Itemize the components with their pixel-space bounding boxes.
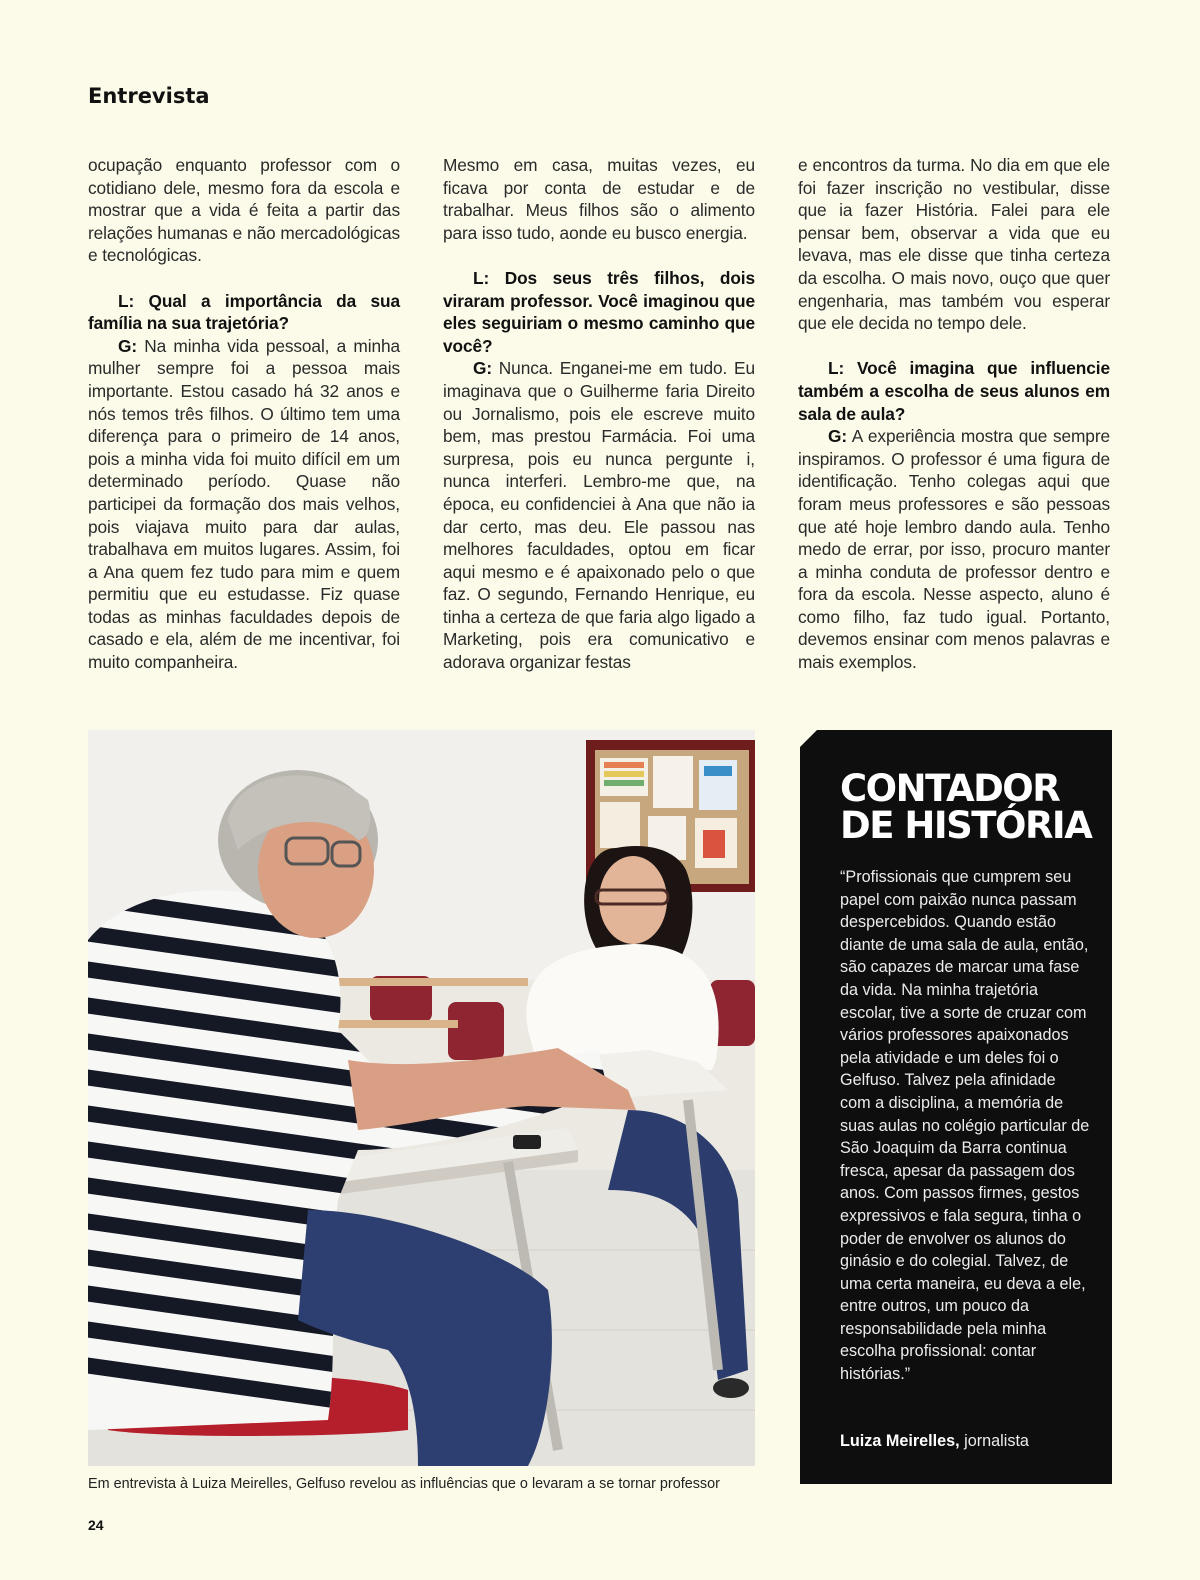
sidebar-title-line: CONTADOR	[840, 767, 1060, 810]
interview-question: L: Dos seus três filhos, dois viraram professor. Você imaginou que eles seguiriam o mesmo caminho que você?	[443, 267, 755, 356]
interview-question: L: Qual a importância da sua família na sua trajetória?	[88, 290, 400, 334]
article-column-2	[443, 154, 755, 674]
sidebar-quote: “Profissionais que cumprem seu papel com paixão nunca passam despercebidos. Quando estão diante de uma sala de aula, então, são capazes de marcar uma fase da vida. Na minha trajetória escolar, tive a sorte de cruzar com vários professores apaixonados pela atividade e um deles foi o Gelfuso. Talvez pela afinidade com a disciplina, a memória de suas aulas no colégio particular de São Joaquim da Barra continua fresca, apesar da passagem dos anos. Com passos firmes, gestos expressivos e fala segura, tinha o poder de envolver os alunos do ginásio e do colegial. Talvez, de uma certa maneira, eu deva a ele, entre outros, um pouco da responsabilidade pela minha escolha profissional: contar histórias.”	[840, 868, 1090, 1384]
answer-text: Nunca. Enganei-me em tudo. Eu imaginava que o Guilherme faria Direito ou Jornalismo, pois ele escreve muito bem, mas prestou Farmácia. Foi uma surpresa, pois eu nunca pergunte i, nunca interferi. Lembro-me que, na época, eu confidenciei à Ana que não ia dar certo, mas deu. Ele passou nas melhores faculdades, optou em ficar aqui mesmo e é apaixonado pelo o que faz. O segundo, Fernando Henrique, eu tinha a certeza de que faria algo ligado a Marketing, pois era comunicativo e adorava organizar festas	[443, 358, 755, 673]
answer-text: Na minha vida pessoal, a minha mulher sempre foi a pessoa mais importante. Estou casado há 32 anos e nós temos três filhos. O último tem uma diferença para o primeiro de 14 anos, pois a minha vida foi muito difícil em um determinado período. Quase não participei da formação dos mais velhos, pois viajava muito para dar aulas, trabalhava em muitos lugares. Assim, foi a Ana quem fez tudo para mim e quem permitiu que eu estudasse. Fiz quase todas as minhas faculdades depois de casado e ela, além de me incentivar, foi muito companheira.	[88, 335, 400, 673]
interview-answer	[88, 335, 400, 674]
interview-answer	[798, 425, 1110, 674]
interview-question: L: Você imagina que influencie também a escolha de seus alunos em sala de aula?	[798, 358, 1110, 424]
article-column-3	[798, 154, 1110, 674]
author-name: Luiza Meirelles,	[840, 1432, 960, 1450]
photo-caption: Em entrevista à Luiza Meirelles, Gelfuso revelou as influências que o levaram a se tornar professor	[88, 1476, 720, 1492]
speaker-label: G:	[473, 358, 492, 379]
page-number: 24	[88, 1517, 104, 1533]
sidebar-box	[800, 730, 1112, 1484]
speaker-label: G:	[828, 426, 847, 447]
sidebar-author	[840, 1432, 1100, 1451]
paragraph: e encontros da turma. No dia em que ele foi fazer inscrição no vestibular, disse que ia fazer História. Falei para ele pensar bem, observar a vida que eu levava, mas ele disse que tinha certeza da escolha. O mais novo, ouço que quer engenharia, mas também vou esperar que ele decida no tempo dele.	[798, 155, 1110, 334]
interview-photo	[88, 730, 755, 1466]
paragraph: Mesmo em casa, muitas vezes, eu ficava por conta de estudar e de trabalhar. Meus filhos são o alimento para isso tudo, aonde eu busco energia.	[443, 155, 755, 243]
sidebar-title	[840, 767, 1100, 847]
author-role: jornalista	[964, 1432, 1029, 1450]
corner-notch	[800, 730, 834, 747]
sidebar-title-line: DE HISTÓRIA	[840, 804, 1092, 847]
speaker-label: G:	[118, 335, 137, 356]
classroom-illustration	[88, 730, 755, 1466]
answer-text: A experiência mostra que sempre inspiramos. O professor é uma figura de identificação. Tenho colegas aqui que foram meus professores e são pessoas que até hoje lembro dando aula. Tenho medo de errar, por isso, procuro manter a minha conduta de professor dentro e fora da escola. Nesse aspecto, aluno é como filho, faz tudo igual. Portanto, devemos ensinar com menos palavras e mais exemplos.	[798, 426, 1110, 673]
article-column-1	[88, 154, 400, 674]
section-label: Entrevista	[88, 84, 210, 108]
paragraph: ocupação enquanto professor com o cotidiano dele, mesmo fora da escola e mostrar que a vida é feita a partir das relações humanas e não mercadológicas e tecnológicas.	[88, 155, 400, 266]
interview-answer	[443, 357, 755, 673]
